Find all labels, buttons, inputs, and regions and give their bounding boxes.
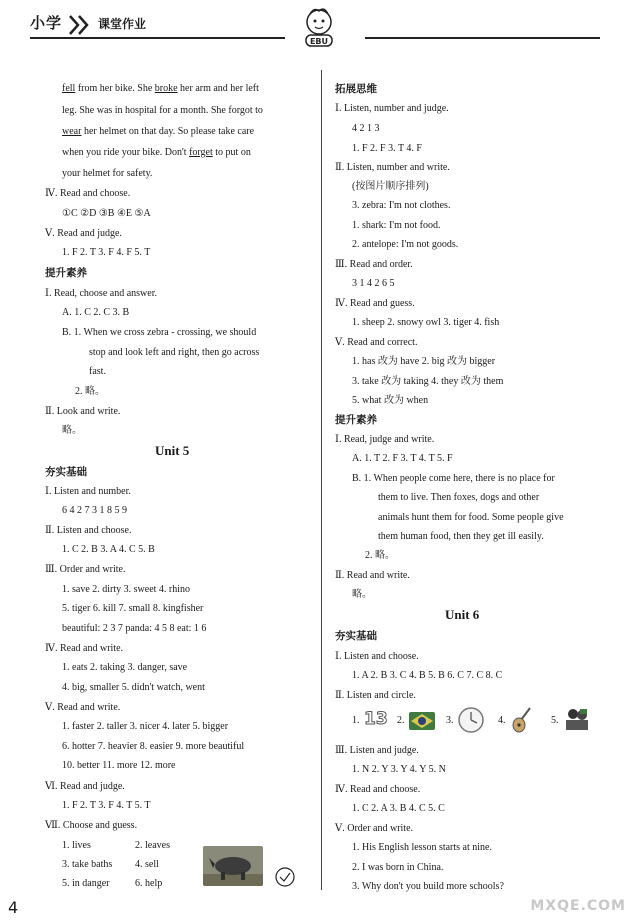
- answer-line: 1. F 2. F 3. T 4. F: [352, 143, 422, 154]
- section-heading: 提升素养: [45, 267, 87, 279]
- answer-line: 3. Why don't you build more schools?: [352, 881, 504, 892]
- clock-icon: [457, 706, 485, 734]
- answer-line: 2. leaves: [135, 840, 170, 851]
- answer-line: fast.: [89, 366, 106, 377]
- answer-line: 1. His English lesson starts at nine.: [352, 842, 492, 853]
- section-title: Ⅱ. Listen and choose.: [45, 525, 132, 536]
- answer-line: 5. what 改为 when: [352, 395, 429, 406]
- story-line-4: when you ride your bike. Don't forget to put on: [62, 147, 251, 158]
- brazil-flag-icon: [409, 712, 435, 730]
- section-heading: 夯实基础: [45, 466, 87, 478]
- header-subtitle: 课堂作业: [98, 17, 147, 31]
- answer-line: 3. take 改为 taking 4. they 改为 them: [352, 376, 504, 387]
- section-title: Ⅰ. Listen and choose.: [335, 651, 419, 662]
- answer-line: 1. lives: [62, 840, 91, 851]
- section-title: Ⅱ. Listen, number and write.: [335, 162, 450, 173]
- story-line-1: fell from her bike. She broke her arm and her left: [62, 83, 259, 94]
- answer-line: 3. zebra: I'm not clothes.: [352, 200, 451, 211]
- story-line-5: your helmet for safety.: [62, 168, 153, 179]
- answer-line: 4 2 1 3: [352, 123, 380, 134]
- answer-line: 6. hotter 7. heavier 8. easier 9. more beautiful: [62, 741, 245, 752]
- answer-line: 1. faster 2. taller 3. nicer 4. later 5. bigger: [62, 721, 229, 732]
- section-title: Ⅰ. Read, choose and answer.: [45, 288, 157, 299]
- answer-line: 2. antelope: I'm not goods.: [352, 239, 459, 250]
- check-circle-icon: [274, 866, 296, 888]
- section-title: Ⅴ. Order and write.: [335, 823, 414, 834]
- section-title: Ⅴ. Read and write.: [45, 702, 121, 713]
- answer-line: 1. F 2. T 3. F 4. F 5. T: [62, 247, 151, 258]
- answer-line: ①C ②D ③B ④E ⑤A: [62, 208, 151, 219]
- section-title: Ⅱ. Listen and circle.: [335, 690, 416, 701]
- section-title: Ⅲ. Listen and judge.: [335, 745, 419, 756]
- guitar-icon: [510, 706, 534, 734]
- section-title: Ⅰ. Read, judge and write.: [335, 434, 435, 445]
- item-label: 2.: [397, 715, 405, 726]
- answer-line: 1. N 2. Y 3. Y 4. Y 5. N: [352, 764, 446, 775]
- story-line-3: wear her helmet on that day. So please take care: [62, 126, 255, 137]
- double-chevron-icon: [68, 14, 94, 36]
- section-title: Ⅰ. Listen, number and judge.: [335, 103, 449, 114]
- section-title: Ⅱ. Look and write.: [45, 406, 121, 417]
- section-title: Ⅴ. Read and correct.: [335, 337, 418, 348]
- children-painting-image: [563, 706, 591, 732]
- section-heading: 提升素养: [335, 414, 377, 426]
- watermark: MXQE.COM: [530, 898, 626, 914]
- answer-line: (按图片顺序排列): [352, 181, 429, 192]
- answer-line: B. 1. When we cross zebra - crossing, we should: [62, 327, 257, 338]
- header-level: 小学: [30, 14, 63, 32]
- section-title: Ⅰ. Listen and number.: [45, 486, 131, 497]
- answer-line: 5. in danger: [62, 878, 110, 889]
- answer-line: 1. has 改为 have 2. big 改为 bigger: [352, 356, 496, 367]
- answer-line: 1. save 2. dirty 3. sweet 4. rhino: [62, 584, 191, 595]
- column-divider: [321, 70, 322, 890]
- answer-line: 1. C 2. B 3. A 4. C 5. B: [62, 544, 155, 555]
- answer-line: 1. F 2. T 3. F 4. T 5. T: [62, 800, 151, 811]
- section-title: Ⅳ. Read and guess.: [335, 298, 415, 309]
- rhino-image: [203, 846, 263, 886]
- answer-line: 2. 略。: [365, 550, 395, 561]
- item-label: 5.: [551, 715, 559, 726]
- answer-line: 3. take baths: [62, 859, 113, 870]
- section-heading: 夯实基础: [335, 630, 377, 642]
- section-title: Ⅲ. Read and order.: [335, 259, 413, 270]
- item-label: 1.: [352, 715, 360, 726]
- answer-line: 略。: [62, 425, 82, 436]
- section-title: Ⅲ. Order and write.: [45, 564, 126, 575]
- answer-line: A. 1. C 2. C 3. B: [62, 307, 130, 318]
- section-title: Ⅵ. Read and judge.: [45, 781, 125, 792]
- section-title: Ⅶ. Choose and guess.: [45, 820, 138, 831]
- mascot-label: EBU: [309, 37, 329, 46]
- answer-line: A. 1. T 2. F 3. T 4. T 5. F: [352, 453, 453, 464]
- unit-heading: Unit 6: [445, 607, 480, 622]
- header-title: [30, 14, 285, 36]
- section-title: Ⅴ. Read and judge.: [45, 228, 122, 239]
- answer-line: 1. eats 2. taking 3. danger, save: [62, 662, 188, 673]
- page-number: 4: [8, 898, 19, 917]
- answer-line: them human food, then they get ill easily.: [378, 531, 544, 542]
- answer-line: 3 1 4 2 6 5: [352, 278, 395, 289]
- answer-line: 2. 略。: [75, 386, 105, 397]
- number-thirteen-image: 13: [364, 709, 388, 729]
- story-line-2: leg. She was in hospital for a month. She forgot to: [62, 105, 263, 116]
- unit-heading: Unit 5: [155, 443, 190, 458]
- answer-line: 1. C 2. A 3. B 4. C 5. C: [352, 803, 445, 814]
- answer-line: 4. big, smaller 5. didn't watch, went: [62, 682, 205, 693]
- answer-line: 4. sell: [135, 859, 159, 870]
- section-heading: 拓展思维: [335, 83, 377, 95]
- answer-line: 6. help: [135, 878, 163, 889]
- item-label: 4.: [498, 715, 506, 726]
- answer-line: beautiful: 2 3 7 panda: 4 5 8 eat: 1 6: [62, 623, 207, 634]
- header-rule-left: [30, 37, 285, 39]
- answer-line: 2. I was born in China.: [352, 862, 444, 873]
- section-title: Ⅳ. Read and write.: [45, 643, 124, 654]
- answer-line: 5. tiger 6. kill 7. small 8. kingfisher: [62, 603, 204, 614]
- answer-line: them to live. Then foxes, dogs and other: [378, 492, 540, 503]
- item-label: 3.: [446, 715, 454, 726]
- section-title: Ⅳ. Read and choose.: [45, 188, 131, 199]
- answer-line: 略。: [352, 589, 372, 600]
- answer-line: 6 4 2 7 3 1 8 5 9: [62, 505, 127, 516]
- mascot-logo-icon: [296, 4, 342, 50]
- page-header: [0, 0, 636, 52]
- section-title: Ⅳ. Read and choose.: [335, 784, 421, 795]
- header-rule-right: [365, 37, 600, 39]
- answer-line: 10. better 11. more 12. more: [62, 760, 176, 771]
- answer-line: 1. sheep 2. snowy owl 3. tiger 4. fish: [352, 317, 500, 328]
- section-title: Ⅱ. Read and write.: [335, 570, 410, 581]
- answer-line: B. 1. When people come here, there is no place for: [352, 473, 555, 484]
- answer-line: animals hunt them for food. Some people give: [378, 512, 564, 523]
- answer-line: stop and look left and right, then go across: [89, 347, 260, 358]
- answer-line: 1. A 2. B 3. C 4. B 5. B 6. C 7. C 8. C: [352, 670, 503, 681]
- answer-line: 1. shark: I'm not food.: [352, 220, 441, 231]
